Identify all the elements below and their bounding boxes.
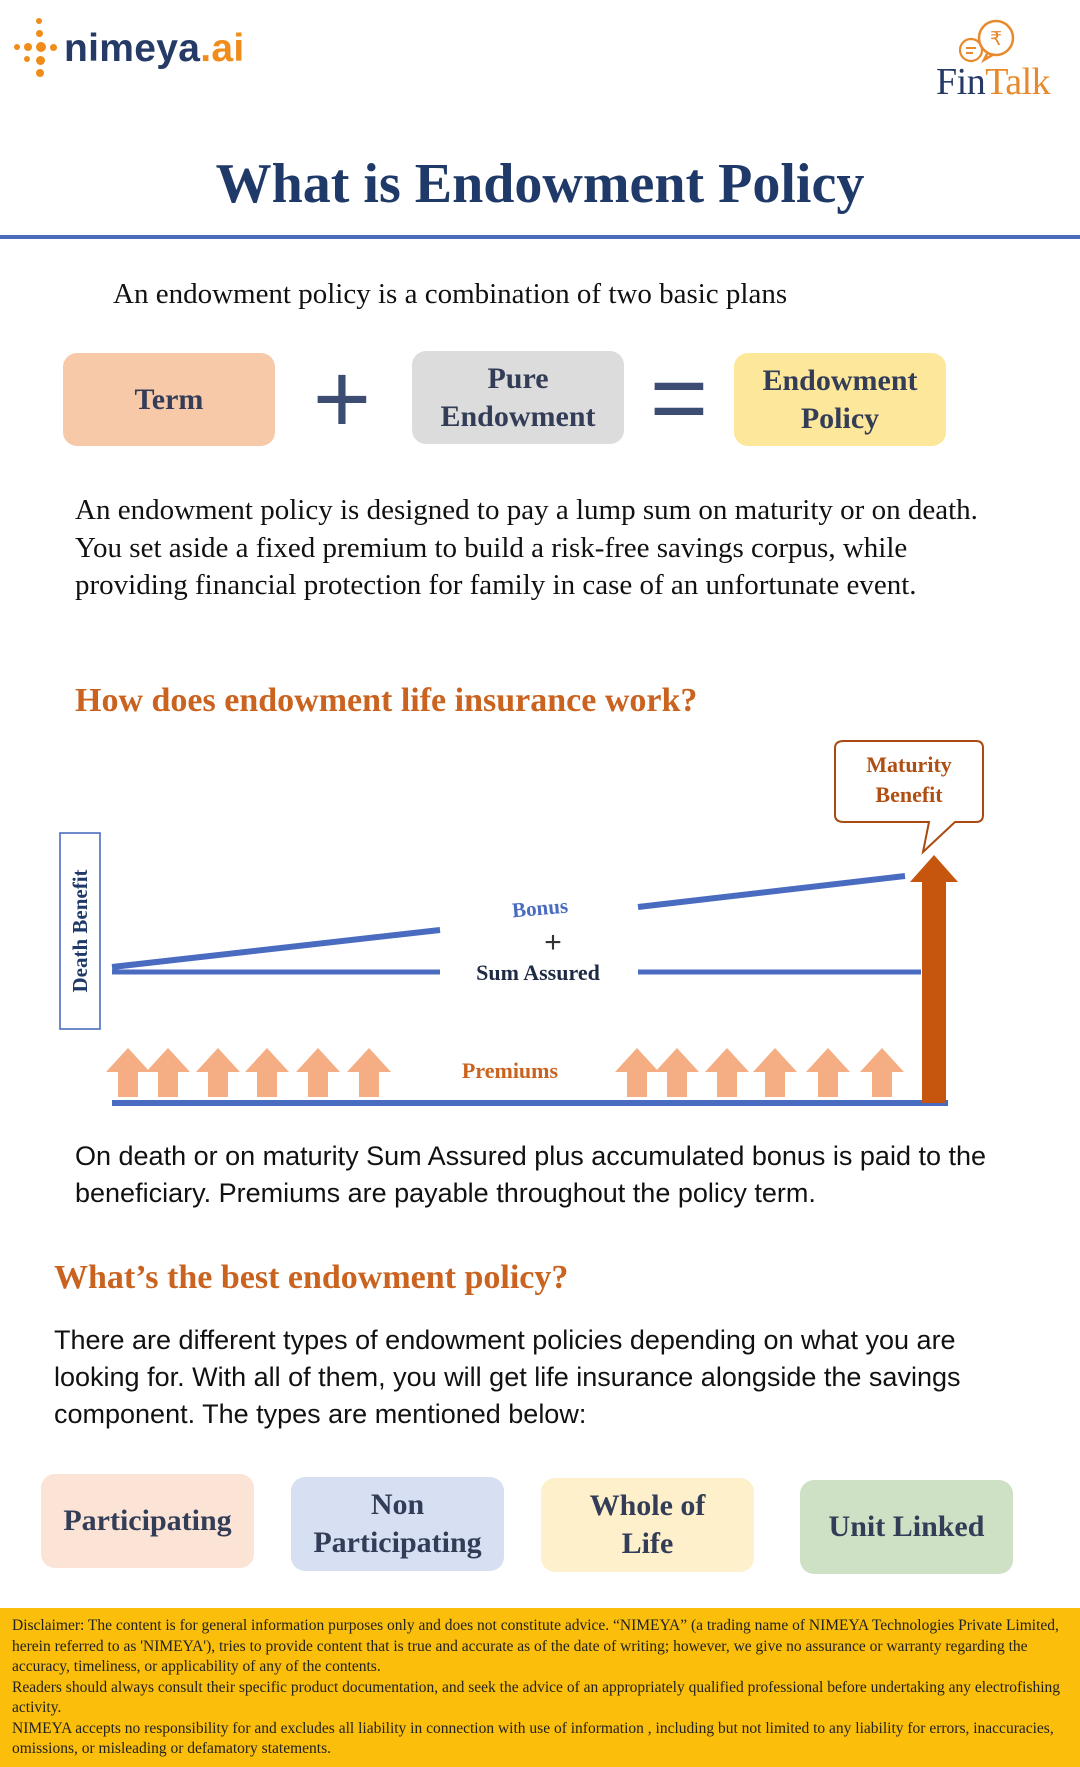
svg-text:₹: ₹ xyxy=(989,28,1003,50)
disclaimer-paragraph: Readers should always consult their specific product documentation, and seek the advice of an appropriately qualified professional before undertaking any electrofishing activity. xyxy=(12,1678,1061,1716)
bonus-line-right xyxy=(638,876,905,907)
premium-arrows-right xyxy=(615,1048,904,1097)
disclaimer-panel xyxy=(0,1608,1080,1767)
type-whole-of-life: Whole of Life xyxy=(541,1478,754,1572)
type-participating: Participating xyxy=(41,1474,254,1568)
plus-operator: + xyxy=(312,343,372,455)
logo-name: nimeya xyxy=(64,27,201,70)
death-benefit-label: Death Benefit xyxy=(68,869,92,993)
description-text: An endowment policy is designed to pay a lump sum on maturity or on death. You set aside a fixed premium to build a risk-free savings corpus, while providing financial protection for family in case of an unfortunate event. xyxy=(75,494,978,601)
equals-operator: = xyxy=(649,342,709,454)
intro-text: An endowment policy is a combination of two basic plans xyxy=(113,278,788,310)
term-box: Term xyxy=(63,353,275,446)
sum-assured-label: Sum Assured xyxy=(476,960,600,985)
how-heading: How does endowment life insurance work? xyxy=(75,682,698,719)
disclaimer-paragraph: Disclaimer: The content is for general information purposes only and does not constitute advice. “NIMEYA” (a trading name of NIMEYA Technologies Private Limited, herein referred to as 'NIMEYA'), tries to provide content that is true and accurate as of the date of writing; however, we give no assurance or warranty regarding the accuracy, timeliness, or applicability of any of the contents. xyxy=(12,1617,1059,1675)
page-title: What is Endowment Policy xyxy=(215,153,865,215)
best-policy-heading: What’s the best endowment policy? xyxy=(54,1259,569,1296)
diagram-caption: On death or on maturity Sum Assured plus accumulated bonus is paid to the beneficiary. Premiums are payable throughout the policy term. xyxy=(75,1141,987,1208)
nimeya-logo[interactable] xyxy=(12,14,244,84)
premiums-label: Premiums xyxy=(461,1058,559,1083)
pure-endowment-box: Pure Endowment xyxy=(412,351,624,444)
type-non-participating: Non Participating xyxy=(291,1477,504,1571)
title-divider xyxy=(0,235,1080,239)
maturity-benefit-label: Maturity Benefit xyxy=(866,752,952,807)
disclaimer-paragraph: NIMEYA accepts no responsibility for and excludes all liability in connection with use of information , including but not limited to any liability for errors, inaccuracies, omissions, or misleading or defamatory statements. xyxy=(12,1719,1054,1757)
best-policy-text: There are different types of endowment policies depending on what you are looking for. With all of them, you will get life insurance alongside the savings component. The types are mentioned below: xyxy=(54,1325,961,1429)
bonus-label: Bonus xyxy=(510,893,569,923)
logo-dots-icon xyxy=(12,16,62,82)
bonus-plus-sign: + xyxy=(544,926,562,959)
logo-suffix: .ai xyxy=(200,27,245,70)
fintalk-talk: Talk xyxy=(985,61,1051,103)
bonus-line-left xyxy=(112,930,440,967)
fintalk-fin: Fin xyxy=(936,61,986,103)
maturity-arrow xyxy=(910,855,958,1103)
endowment-policy-box: Endowment Policy xyxy=(734,353,946,446)
type-unit-linked: Unit Linked xyxy=(800,1480,1013,1574)
premium-arrows-left xyxy=(106,1048,391,1097)
fintalk-logo[interactable] xyxy=(936,18,1060,108)
